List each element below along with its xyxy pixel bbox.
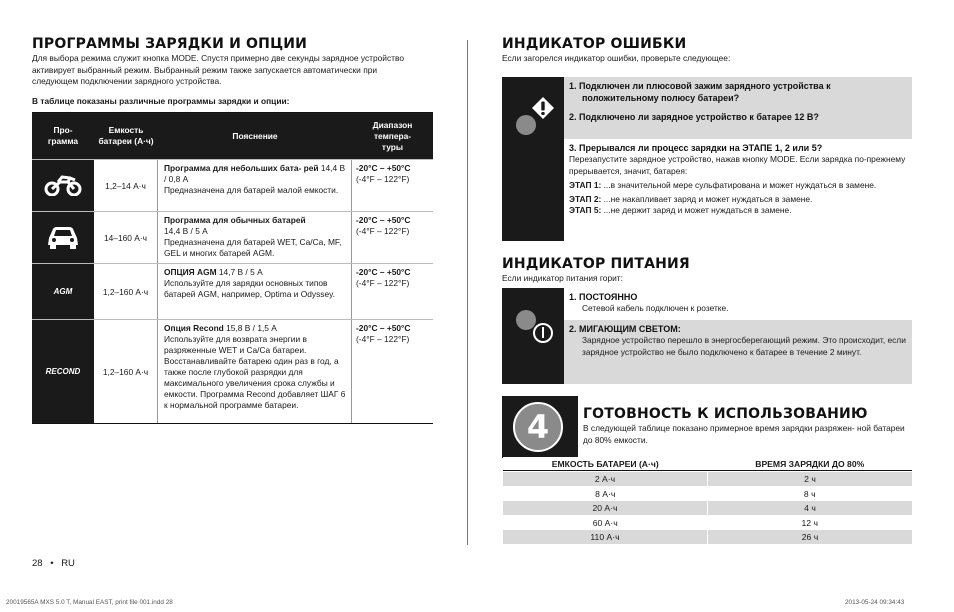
stage-label: ЭТАП 1: (569, 180, 602, 190)
cell-time: 8 ч (803, 488, 816, 499)
table-row (503, 500, 912, 515)
check-item-1 (564, 77, 912, 108)
power-indicator-column (502, 288, 564, 384)
stage-2 (569, 194, 907, 206)
row-desc: Используйте для зарядки основных типов батарей AGM, например, Optima и Odyssey. (164, 278, 336, 299)
explanation-cell (158, 264, 352, 319)
section-title-power: ИНДИКАТОР ПИТАНИЯ (502, 256, 690, 272)
range-f: (-4°F – 122°F) (356, 226, 410, 236)
cell-capacity: 20 А·ч (503, 501, 708, 515)
table-row (503, 529, 912, 544)
cell-capacity: 2 А·ч (503, 472, 708, 486)
power-states (502, 288, 912, 384)
check-item-2 (564, 108, 912, 139)
table-header (32, 113, 433, 159)
power-icon (532, 322, 554, 344)
stage-text: ...не накапливает заряд и может нуждаться в замене. (601, 193, 813, 204)
capacity-cell: 1,2–160 А·ч (94, 264, 158, 319)
range-c: -20°C – +50°C (356, 215, 411, 225)
programs-intro: Для выбора режима служит кнопка MODE. Спустя примерно две секунды зарядное устройство активирует выбранный режим. Выбранный режим также запускается автоматически при следующем подключении зарядного устройства. (32, 53, 405, 86)
ready-intro: В следующей таблице показано примерное время зарядки разряжен- ной батареи до 80% емкости. (583, 423, 905, 445)
table-row (32, 211, 433, 263)
step-number: 4 (513, 402, 563, 452)
state-title: 1. ПОСТОЯННО (569, 292, 638, 302)
print-slug-date: 2013-05-24 09:34:43 (845, 599, 905, 606)
state-title: 2. МИГАЮЩИМ СВЕТОМ: (569, 324, 681, 334)
range-f: (-4°F – 122°F) (356, 334, 410, 344)
range-cell (352, 320, 433, 423)
range-f: (-4°F – 122°F) (356, 174, 410, 184)
language: RU (61, 558, 75, 569)
page-footer-left (32, 558, 75, 570)
table-caption: В таблице показаны различные программы зарядки и опции: (32, 96, 290, 106)
program-cell (32, 212, 94, 263)
explanation-cell (158, 320, 352, 423)
power-intro: Если индикатор питания горит: (502, 273, 623, 283)
page-number: 28 (32, 558, 43, 569)
range-cell (352, 212, 433, 263)
capacity-cell: 14–160 А·ч (94, 212, 158, 263)
range-f: (-4°F – 122°F) (356, 278, 410, 288)
warning-icon (531, 96, 555, 120)
stage-label: ЭТАП 2: (569, 193, 602, 204)
power-state-blinking (564, 320, 912, 384)
state-desc: Зарядное устройство перешло в энергосберегающий режим. Это происходит, если зарядное устройство не было подключено к батарее в течение 2 минут. (582, 335, 906, 357)
range-c: -20°C – +50°C (356, 323, 411, 333)
print-slug-file: 20019565A MXS 5.0 T, Manual EAST, print file 001.indd 28 (6, 599, 173, 606)
stage-text: ...не держит заряд и может нуждаться в замене. (601, 205, 792, 215)
stage-1 (569, 180, 907, 192)
row-desc: Предназначена для батарей малой емкости. (164, 185, 339, 195)
check-desc: Перезапустите зарядное устройство, нажав кнопку MODE. Если зарядка по-прежнему прерывается, значит, батарея: (569, 154, 906, 176)
stage-label: ЭТАП 5: (569, 205, 602, 215)
cell-capacity: 110 А·ч (503, 530, 708, 544)
row-title-rest: 14,4 В / 5 А (164, 226, 208, 236)
section-title-ready: ГОТОВНОСТЬ К ИСПОЛЬЗОВАНИЮ (583, 406, 868, 422)
row-title: ОПЦИЯ AGM (164, 267, 217, 277)
row-desc: Используйте для возврата энергии в разряженные WET и Ca/Ca батареи. Восстанавливайте батарею один раз в год, а также после глубокой разрядки для максимального увеличения срока службы и емкости. Программа Recond добавляет ШАГ 6 к нормальной программе батареи. (164, 334, 346, 410)
check-item-3 (564, 139, 912, 241)
car-icon (45, 224, 81, 252)
error-intro: Если загорелся индикатор ошибки, проверьте следующее: (502, 53, 731, 63)
range-cell (352, 264, 433, 319)
table-row (32, 263, 433, 319)
table-header (503, 457, 912, 471)
cell-time: 4 ч (708, 501, 912, 515)
cell-capacity: 8 А·ч (595, 488, 616, 499)
check-question: 3. Прерывался ли процесс зарядки на ЭТАПЕ 1, 2 или 5? (569, 143, 823, 153)
header-capacity: ЕМКОСТЬ БАТАРЕИ (А·ч) (551, 459, 659, 469)
row-title-rest: 14,4 В / 0,8 А (164, 163, 346, 184)
header-range: Диапазон темпера- туры (372, 119, 413, 152)
error-checklist (502, 77, 912, 241)
cell-time: 12 ч (801, 517, 818, 528)
section-title-programs: ПРОГРАММЫ ЗАРЯДКИ И ОПЦИИ (32, 36, 308, 52)
range-c: -20°C – +50°C (356, 267, 411, 277)
row-desc: Предназначена для батарей WET, Ca/Ca, MF, GEL и многих батарей AGM. (164, 237, 342, 258)
table-row (503, 471, 912, 486)
cell-time: 26 ч (708, 530, 912, 544)
program-label-recond: RECOND (32, 320, 94, 423)
stage-5 (569, 205, 907, 217)
state-desc: Сетевой кабель подключен к розетке. (582, 303, 729, 313)
cell-time: 2 ч (708, 472, 912, 486)
table-row (503, 515, 912, 530)
table-row (32, 159, 433, 211)
program-cell (32, 160, 94, 211)
row-title-rest: 15,8 В / 1,5 А (223, 323, 277, 333)
row-title: Программа для небольших бата- рей (164, 163, 319, 173)
capacity-cell: 1,2–160 А·ч (94, 320, 158, 423)
error-indicator-column (502, 77, 564, 241)
row-title: Опция Recond (164, 323, 224, 333)
explanation-cell (158, 212, 352, 263)
capacity-cell: 1,2–14 А·ч (94, 160, 158, 211)
programs-table (32, 112, 433, 424)
section-title-error: ИНДИКАТОР ОШИБКИ (502, 36, 687, 52)
bullet: • (50, 558, 54, 569)
header-capacity: Емкость батареи (А·ч) (98, 125, 154, 146)
page-divider (467, 40, 468, 545)
program-label-agm: AGM (32, 264, 94, 319)
check-question: 1. Подключен ли плюсовой зажим зарядного устройства к положительному полюсу батареи? (569, 81, 831, 103)
table-row (32, 319, 433, 423)
header-explanation: Пояснение (232, 130, 278, 141)
stage-text: ...в значительной мере сульфатирована и может нуждаться в замене. (601, 180, 877, 190)
power-state-steady (564, 288, 912, 320)
explanation-cell (158, 160, 352, 211)
step-badge (502, 396, 578, 458)
header-program: Про- грамма (47, 125, 79, 146)
row-title: Программа для обычных батарей (164, 215, 306, 225)
motorcycle-icon (44, 174, 82, 198)
check-question: 2. Подключено ли зарядное устройство к батарее 12 В? (569, 112, 819, 122)
row-title-rest: 14,7 В / 5 А (216, 267, 263, 277)
range-c: -20°C – +50°C (356, 163, 411, 173)
range-cell (352, 160, 433, 211)
cell-capacity: 60 А·ч (592, 517, 618, 528)
charge-time-table (503, 457, 912, 544)
header-time: ВРЕМЯ ЗАРЯДКИ ДО 80% (755, 459, 865, 469)
table-row (503, 486, 912, 501)
